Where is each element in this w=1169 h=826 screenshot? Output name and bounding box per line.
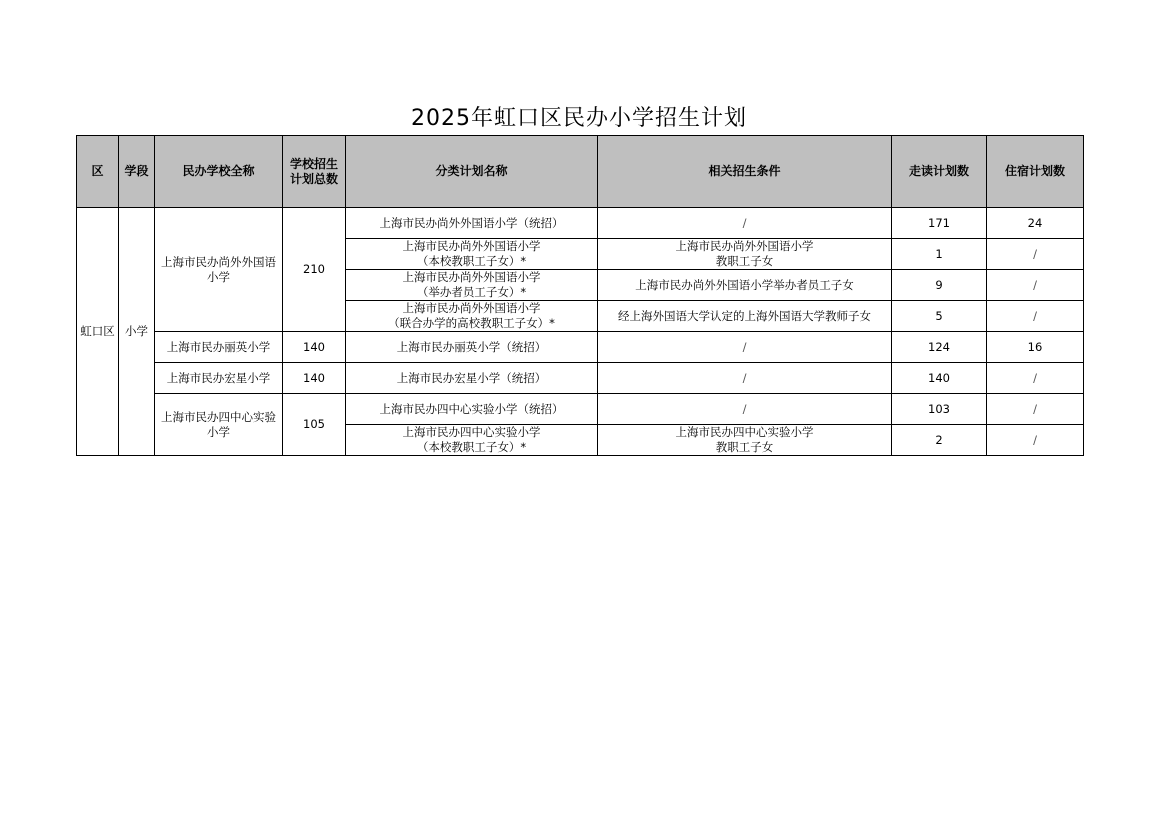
- day-count-cell: 103: [892, 394, 987, 425]
- boarding-count-cell: 16: [987, 332, 1084, 363]
- category-line1: 上海市民办尚外外国语小学: [402, 301, 541, 315]
- table-row: [77, 363, 1084, 394]
- school-name-cell: 上海市民办尚外外国语小学: [155, 208, 283, 332]
- school-total-cell: 140: [283, 332, 346, 363]
- condition-cell: [598, 425, 892, 456]
- condition-cell: 上海市民办尚外外国语小学举办者员工子女: [598, 270, 892, 301]
- boarding-count-cell: 24: [987, 208, 1084, 239]
- school-name-cell: 上海市民办宏星小学: [155, 363, 283, 394]
- condition-line2: 教职工子女: [715, 254, 774, 268]
- condition-cell: /: [598, 363, 892, 394]
- category-cell: [346, 208, 598, 239]
- enrollment-plan-table: [76, 135, 1084, 456]
- category-cell: 上海市民办丽英小学（统招）: [346, 332, 598, 363]
- boarding-count-cell: /: [987, 363, 1084, 394]
- table-row: [77, 208, 1084, 239]
- day-count-cell: 124: [892, 332, 987, 363]
- category-cell: [346, 301, 598, 332]
- school-total-cell: 140: [283, 363, 346, 394]
- category-cell: [346, 425, 598, 456]
- header-day: 走读计划数: [892, 136, 987, 208]
- day-count-cell: 5: [892, 301, 987, 332]
- page-title: 2025年虹口区民办小学招生计划: [411, 106, 747, 131]
- header-total-line2: 计划总数: [289, 171, 338, 186]
- header-district: 区: [77, 136, 119, 208]
- condition-cell: [598, 239, 892, 270]
- header-category: 分类计划名称: [346, 136, 598, 208]
- category-line2: （举办者员工子女）*: [416, 285, 527, 299]
- category-line1: 上海市民办尚外外国语小学: [402, 270, 541, 284]
- category-cell: 上海市民办宏星小学（统招）: [346, 363, 598, 394]
- school-total-cell: 105: [283, 394, 346, 456]
- category-line2: （联合办学的高校教职工子女）*: [388, 316, 555, 330]
- condition-cell: /: [598, 332, 892, 363]
- category-line1: 上海市民办尚外外国语小学（统招）: [379, 215, 564, 230]
- header-conditions: 相关招生条件: [598, 136, 892, 208]
- condition-line2: 教职工子女: [715, 440, 774, 454]
- table-row: [77, 332, 1084, 363]
- day-count-cell: 140: [892, 363, 987, 394]
- header-total-line1: 学校招生: [289, 156, 338, 171]
- condition-line1: 上海市民办四中心实验小学: [675, 425, 814, 439]
- district-cell: 虹口区: [77, 208, 119, 456]
- condition-cell: 经上海外国语大学认定的上海外国语大学教师子女: [598, 301, 892, 332]
- category-cell: [346, 270, 598, 301]
- table-row: [77, 394, 1084, 425]
- header-boarding: 住宿计划数: [987, 136, 1084, 208]
- condition-line1: 上海市民办尚外外国语小学: [675, 239, 814, 253]
- boarding-count-cell: /: [987, 239, 1084, 270]
- school-total-cell: 210: [283, 208, 346, 332]
- condition-cell: /: [598, 394, 892, 425]
- header-school: 民办学校全称: [155, 136, 283, 208]
- school-name-cell: 上海市民办丽英小学: [155, 332, 283, 363]
- category-line2: （本校教职工子女）*: [416, 440, 527, 454]
- header-total: [283, 136, 346, 208]
- category-line2: （本校教职工子女）*: [416, 254, 527, 268]
- boarding-count-cell: /: [987, 425, 1084, 456]
- boarding-count-cell: /: [987, 301, 1084, 332]
- day-count-cell: 171: [892, 208, 987, 239]
- day-count-cell: 9: [892, 270, 987, 301]
- boarding-count-cell: /: [987, 270, 1084, 301]
- category-cell: 上海市民办四中心实验小学（统招）: [346, 394, 598, 425]
- category-line1: 上海市民办尚外外国语小学: [402, 239, 541, 253]
- boarding-count-cell: /: [987, 394, 1084, 425]
- header-stage: 学段: [119, 136, 155, 208]
- condition-cell: /: [598, 208, 892, 239]
- category-line1: 上海市民办四中心实验小学: [402, 425, 541, 439]
- stage-cell: 小学: [119, 208, 155, 456]
- school-name-cell: 上海市民办四中心实验小学: [155, 394, 283, 456]
- category-cell: [346, 239, 598, 270]
- day-count-cell: 2: [892, 425, 987, 456]
- day-count-cell: 1: [892, 239, 987, 270]
- table-header-row: [77, 136, 1084, 208]
